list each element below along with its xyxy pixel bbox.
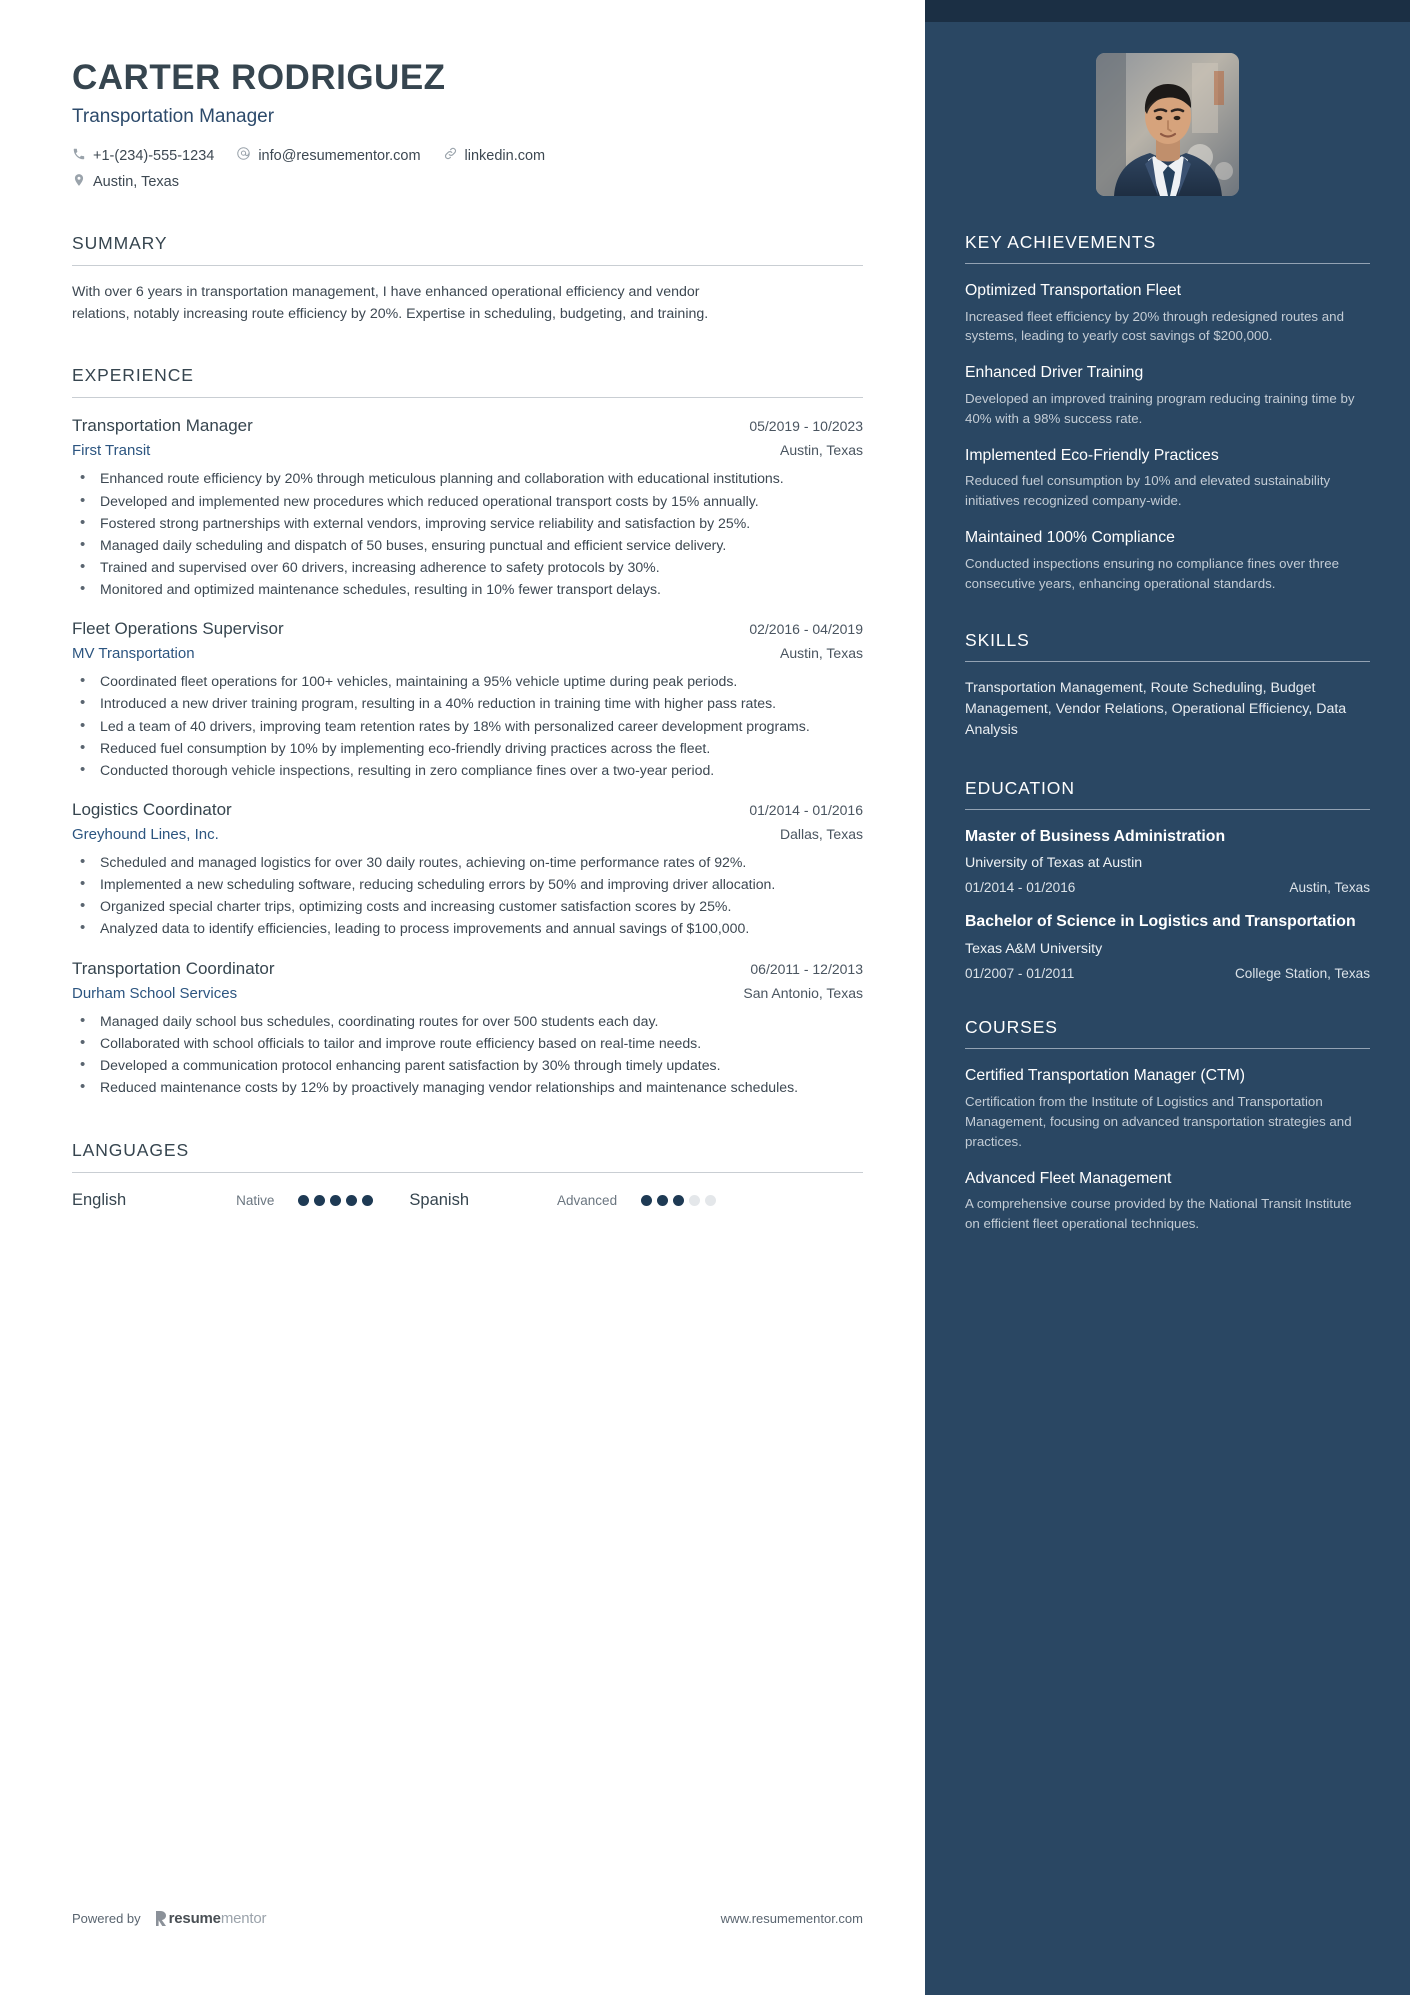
- achievement-description: Reduced fuel consumption by 10% and elevated sustainability initiatives recognized company-wide.: [965, 473, 1331, 509]
- achievement-description: Conducted inspections ensuring no compliance fines over three consecutive years, enhancing operational standards.: [965, 555, 1340, 591]
- experience-location: Austin, Texas: [779, 645, 863, 662]
- achievement-title: Implemented Eco-Friendly Practices: [965, 446, 1219, 464]
- education-item: [965, 827, 1370, 896]
- profile-photo-illustration: [1096, 53, 1239, 196]
- courses-list: [965, 1066, 1370, 1234]
- experience-job-dates: 05/2019 - 10/2023: [749, 418, 863, 435]
- skills-text: Transportation Management, Route Scheduling, Budget Management, Vendor Relations, Operational Efficiency, Data Analysis: [965, 679, 1347, 739]
- course-description: A comprehensive course provided by the National Transit Institute on efficient fleet operational techniques.: [965, 1196, 1352, 1232]
- key-achievements-section: [965, 232, 1370, 594]
- language-name: English: [72, 1191, 127, 1210]
- experience-bullet: • Implemented a new scheduling software, reducing scheduling errors by 50% and improving driver allocation.: [72, 874, 863, 895]
- education-section: [965, 778, 1370, 982]
- language-item: [409, 1191, 716, 1210]
- experience-bullet: • Coordinated fleet operations for 100+ vehicles, maintaining a 95% vehicle uptime during peak periods.: [72, 671, 863, 692]
- experience-location: Austin, Texas: [779, 442, 863, 459]
- contact-email-text: info@resumementor.com: [258, 147, 421, 164]
- courses-title: COURSES: [965, 1017, 1058, 1038]
- resumementor-logo-text: [169, 1910, 267, 1927]
- experience-section: [72, 365, 863, 1098]
- experience-company: Greyhound Lines, Inc.: [72, 825, 219, 843]
- language-level-dot: [705, 1195, 716, 1206]
- footer-url: www.resumementor.com: [720, 1911, 863, 1926]
- experience-bullet-list: [72, 468, 863, 600]
- skills-title: SKILLS: [965, 629, 1030, 650]
- education-degree: Master of Business Administration: [965, 827, 1226, 845]
- course-item: [965, 1169, 1370, 1234]
- divider: [965, 263, 1370, 264]
- experience-bullet: • Collaborated with school officials to tailor and improve route efficiency based on real-time needs.: [72, 1033, 863, 1054]
- achievement-title: Optimized Transportation Fleet: [965, 282, 1181, 299]
- course-title: Certified Transportation Manager (CTM): [965, 1067, 1246, 1085]
- language-level-dot: [298, 1195, 309, 1206]
- experience-section-title: EXPERIENCE: [72, 365, 194, 386]
- contact-email: [236, 146, 420, 165]
- key-achievements-title: KEY ACHIEVEMENTS: [965, 232, 1157, 252]
- divider: [965, 661, 1370, 662]
- experience-item: [72, 619, 863, 781]
- powered-by-label: Powered by: [72, 1911, 141, 1926]
- contact-linkedin: [443, 146, 546, 165]
- language-level-label: Advanced: [557, 1193, 618, 1209]
- experience-bullet: • Monitored and optimized maintenance schedules, resulting in 10% fewer transport delays.: [72, 579, 863, 600]
- education-meta: [965, 880, 1370, 895]
- experience-item: [72, 416, 863, 600]
- job-headline: Transportation Manager: [72, 106, 275, 128]
- language-level-dot: [641, 1195, 652, 1206]
- experience-bullet: • Conducted thorough vehicle inspections, resulting in zero compliance fines over a two-year period.: [72, 760, 863, 781]
- experience-bullet: • Trained and supervised over 60 drivers, increasing adherence to safety protocols by 30%.: [72, 557, 863, 578]
- divider: [72, 397, 863, 398]
- course-description: Certification from the Institute of Logistics and Transportation Management, focusing on advanced transportation strategies and practices.: [965, 1093, 1352, 1149]
- resumementor-logo-mark-icon: [155, 1911, 166, 1926]
- experience-job-title: Fleet Operations Supervisor: [72, 619, 284, 639]
- language-level-dots: [641, 1195, 716, 1206]
- experience-bullet: • Managed daily scheduling and dispatch of 50 buses, ensuring punctual and efficient service delivery.: [72, 535, 863, 556]
- logo-light: mentor: [220, 1910, 267, 1927]
- page-footer: [72, 1910, 863, 1927]
- experience-company: Durham School Services: [72, 984, 238, 1002]
- experience-bullet: • Fostered strong partnerships with external vendors, improving service reliability and satisfaction by 25%.: [72, 513, 863, 534]
- summary-section-title: SUMMARY: [72, 233, 168, 254]
- page-title: CARTER RODRIGUEZ: [72, 58, 446, 97]
- courses-section: [965, 1017, 1370, 1234]
- experience-bullet: • Enhanced route efficiency by 20% through meticulous planning and collaboration with educational institutions.: [72, 468, 863, 489]
- experience-item-subheader: [72, 442, 863, 459]
- experience-item-header: [72, 619, 863, 639]
- languages-section-title: LANGUAGES: [72, 1140, 190, 1161]
- language-item: [72, 1191, 373, 1210]
- experience-item-subheader: [72, 645, 863, 662]
- link-icon: [443, 146, 458, 165]
- experience-item-header: [72, 416, 863, 436]
- language-level-dot: [314, 1195, 325, 1206]
- experience-job-title: Transportation Manager: [72, 416, 253, 436]
- experience-job-title: Transportation Coordinator: [72, 958, 275, 978]
- sidebar-top-accent-bar: [925, 0, 1410, 22]
- education-school: University of Texas at Austin: [965, 855, 1143, 872]
- location-pin-icon: [72, 173, 86, 191]
- logo-bold: resume: [168, 1910, 221, 1927]
- skills-section: [965, 630, 1370, 742]
- experience-bullet: • Led a team of 40 drivers, improving team retention rates by 18% with personalized career development programs.: [72, 716, 863, 737]
- education-location: College Station, Texas: [1234, 966, 1370, 982]
- language-level-dot: [330, 1195, 341, 1206]
- experience-bullet: • Developed and implemented new procedures which reduced operational transport costs by 15% annually.: [72, 491, 863, 512]
- languages-section: [72, 1140, 863, 1210]
- resumementor-logo: [155, 1910, 267, 1927]
- experience-job-dates: 02/2016 - 04/2019: [749, 621, 863, 638]
- experience-bullet: • Developed a communication protocol enhancing parent satisfaction by 30% through timely updates.: [72, 1055, 863, 1076]
- language-level-label: Native: [236, 1193, 275, 1209]
- contact-info: [72, 146, 712, 191]
- divider: [965, 809, 1370, 810]
- education-title: EDUCATION: [965, 777, 1075, 798]
- achievement-item: [965, 528, 1370, 593]
- experience-item: [72, 959, 863, 1099]
- achievement-description: Increased fleet efficiency by 20% through redesigned routes and systems, leading to yearly cost savings of $200,000.: [965, 308, 1344, 344]
- education-location: Austin, Texas: [1289, 880, 1370, 896]
- divider: [965, 1048, 1370, 1049]
- experience-bullet: • Analyzed data to identify efficiencies, leading to process improvements and annual savings of $100,000.: [72, 918, 863, 939]
- experience-bullet: • Organized special charter trips, optimizing costs and increasing customer satisfaction scores by 25%.: [72, 896, 863, 917]
- education-dates: 01/2014 - 01/2016: [965, 880, 1076, 896]
- course-item: [965, 1066, 1370, 1151]
- contact-linkedin-text: linkedin.com: [464, 147, 546, 164]
- experience-bullet: • Reduced fuel consumption by 10% by implementing eco-friendly driving practices across the fleet.: [72, 738, 863, 759]
- language-level-dot: [657, 1195, 668, 1206]
- education-item: [965, 912, 1370, 981]
- course-title: Advanced Fleet Management: [965, 1169, 1172, 1187]
- education-list: [965, 827, 1370, 982]
- contact-phone: [72, 147, 214, 165]
- languages-list: [72, 1191, 863, 1210]
- at-email-icon: [236, 146, 251, 165]
- achievement-description: Developed an improved training program reducing training time by 40% with a 98% success rate.: [965, 390, 1355, 426]
- experience-bullet-list: [72, 1011, 863, 1099]
- achievement-item: [965, 281, 1370, 346]
- avatar: [1096, 53, 1239, 196]
- experience-company: First Transit: [72, 442, 151, 460]
- sidebar-column: [925, 0, 1410, 1995]
- experience-item-header: [72, 800, 863, 820]
- education-meta: [965, 966, 1370, 981]
- summary-text: With over 6 years in transportation management, I have enhanced operational efficiency and vendor relations, notably increasing route efficiency by 20%. Expertise in scheduling, budgeting, and training.: [72, 284, 709, 322]
- divider: [72, 1172, 863, 1173]
- experience-job-title: Logistics Coordinator: [72, 799, 232, 819]
- language-level-dot: [346, 1195, 357, 1206]
- education-school: Texas A&M University: [965, 941, 1103, 958]
- experience-bullet-list: [72, 671, 863, 781]
- divider: [72, 265, 863, 266]
- experience-company: MV Transportation: [72, 645, 195, 663]
- language-level-dot: [362, 1195, 373, 1206]
- experience-bullet: • Reduced maintenance costs by 12% by proactively managing vendor relationships and maintenance schedules.: [72, 1077, 863, 1098]
- achievement-item: [965, 363, 1370, 428]
- summary-section: [72, 233, 863, 325]
- contact-location-text: Austin, Texas: [93, 174, 179, 191]
- sidebar-content: [925, 53, 1410, 1234]
- contact-phone-text: +1-(234)-555-1234: [93, 147, 215, 164]
- experience-bullet: • Managed daily school bus schedules, coordinating routes for over 500 students each day.: [72, 1011, 863, 1032]
- language-level-dots: [298, 1195, 373, 1206]
- language-name: Spanish: [409, 1191, 470, 1210]
- experience-item-subheader: [72, 985, 863, 1002]
- experience-bullet: • Scheduled and managed logistics for over 30 daily routes, achieving on-time performance rates of 92%.: [72, 852, 863, 873]
- achievement-title: Maintained 100% Compliance: [965, 529, 1175, 547]
- key-achievements-list: [965, 281, 1370, 594]
- experience-item-subheader: [72, 826, 863, 843]
- experience-location: Dallas, Texas: [779, 825, 863, 842]
- language-level-dot: [689, 1195, 700, 1206]
- language-level-dot: [673, 1195, 684, 1206]
- phone-icon: [72, 147, 86, 165]
- experience-item-header: [72, 959, 863, 979]
- experience-location: San Antonio, Texas: [743, 984, 863, 1001]
- achievement-item: [965, 446, 1370, 511]
- experience-item: [72, 800, 863, 940]
- experience-list: [72, 416, 863, 1098]
- education-dates: 01/2007 - 01/2011: [965, 966, 1075, 982]
- experience-job-dates: 06/2011 - 12/2013: [750, 960, 863, 977]
- achievement-title: Enhanced Driver Training: [965, 364, 1144, 382]
- experience-bullet: • Introduced a new driver training program, resulting in a 40% reduction in training time with higher pass rates.: [72, 693, 863, 714]
- powered-by-block: [72, 1910, 266, 1927]
- education-degree: Bachelor of Science in Logistics and Transportation: [965, 913, 1356, 931]
- contact-location: [72, 173, 179, 191]
- experience-job-dates: 01/2014 - 01/2016: [749, 801, 863, 818]
- experience-bullet-list: [72, 852, 863, 940]
